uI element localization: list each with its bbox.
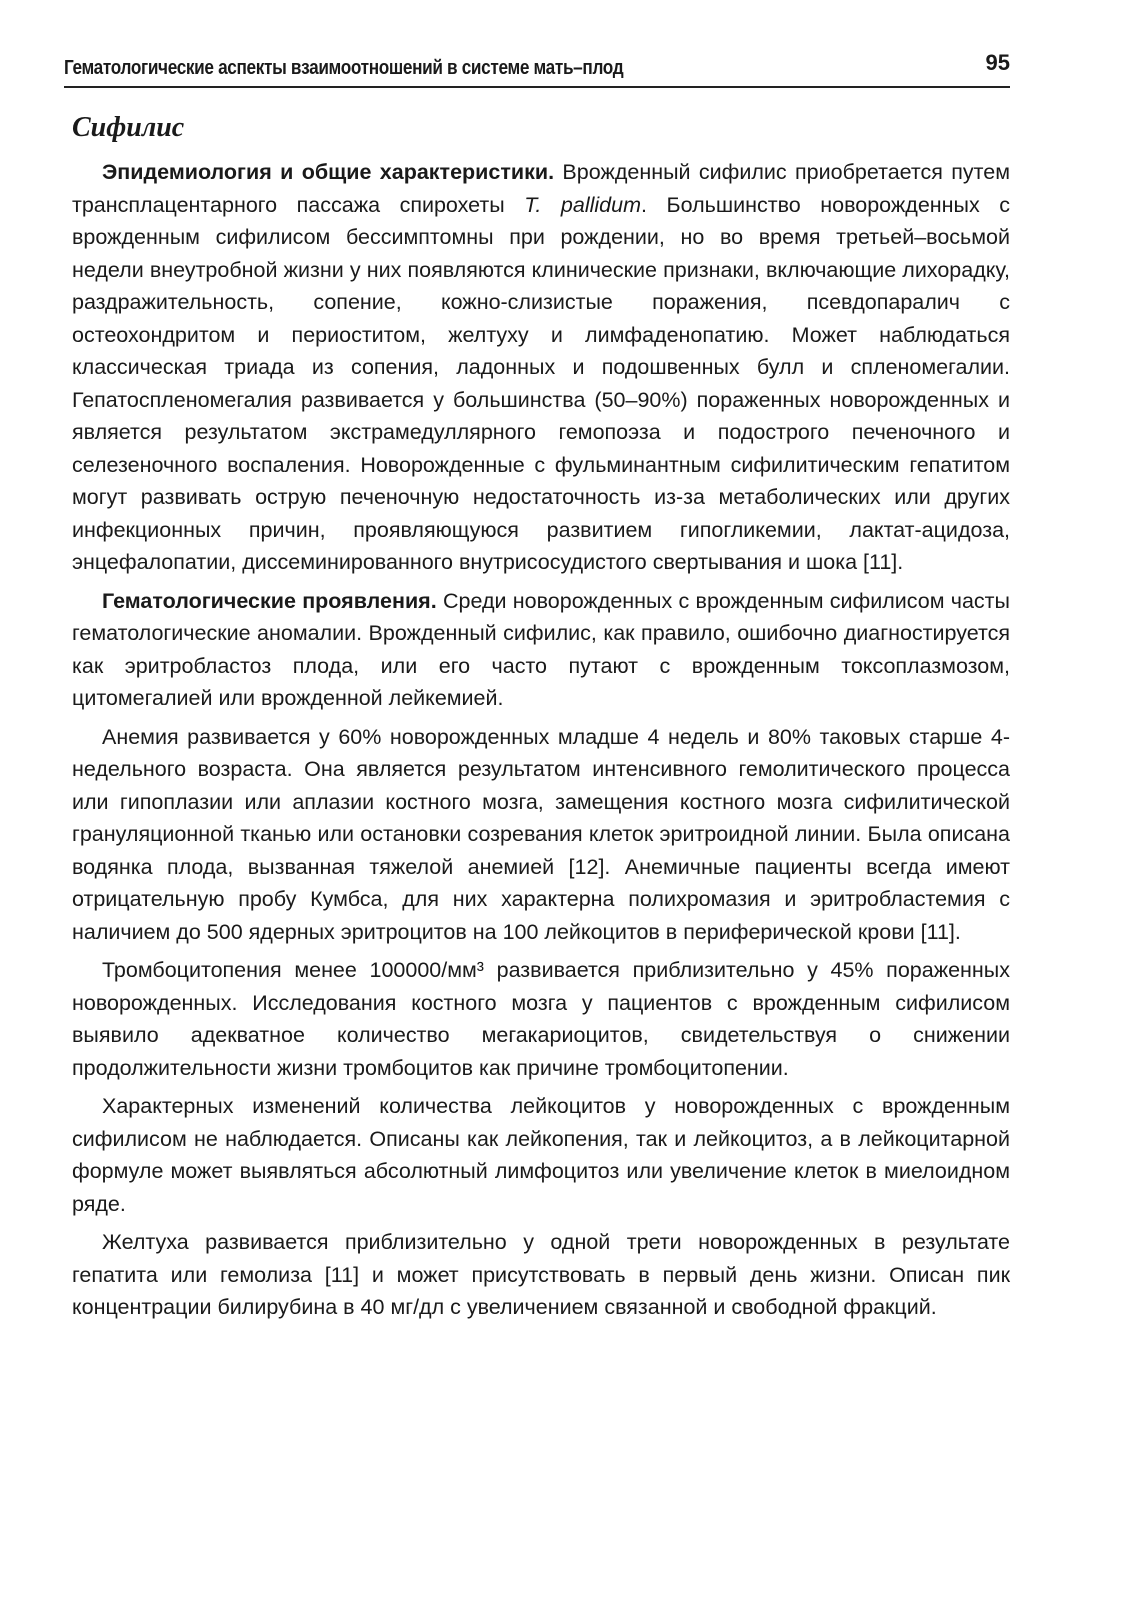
paragraph-leukocytes: Характерных изменений количества лейкоцитов у новорожденных с врожденным сифилисом не наблюдается. Описаны как лейкопения, так и лейкоцитоз, а в лейкоцитарной формуле может выявляться абсолютный лимфоцитоз или увеличение клеток в миелоидном ряде. (72, 1094, 1010, 1216)
paragraph-epidemiology (72, 156, 1010, 579)
species-name: T. pallidum (524, 192, 641, 217)
paragraph-anemia: Анемия развивается у 60% новорожденных младше 4 недель и 80% таковых старше 4-недельного возраста. Она является результатом интенсивного гемолитического процесса или гипоплазии или аплазии костного мозга, замещения костного мозга сифилитической грануляционной тканью или остановки созревания клеток эритроидной линии. Была описана водянка плода, вызванная тяжелой анемией [12]. Анемичные пациенты всегда имеют отрицательную пробу Кумбса, для них характерна полихромазия и эритробластемия с наличием до 500 ядерных эритроцитов на 100 лейкоцитов в периферической крови [11]. (72, 724, 1010, 944)
paragraph-hematologic (72, 585, 1010, 715)
paragraph-thrombocytopenia: Тромбоцитопения менее 100000/мм³ развивается приблизительно у 45% пораженных новорожденных. Исследования костного мозга у пациентов с врожденным сифилисом выявило адекватное количество мегакариоцитов, свидетельствуя о снижении продолжительности жизни тромбоцитов как причине тромбоцитопении. (72, 958, 1010, 1080)
section-title: Сифилис (72, 112, 185, 143)
page-content (72, 112, 1010, 1330)
paragraph-jaundice: Желтуха развивается приблизительно у одной трети новорожденных в результате гепатита или гемолиза [11] и может присутствовать в первый день жизни. Описан пик концентрации билирубина в 40 мг/дл с увеличением связанной и свободной фракций. (72, 1230, 1010, 1319)
page-number: 95 (985, 50, 1010, 75)
paragraph-lead: Гематологические проявления. (102, 588, 437, 613)
paragraph-lead: Эпидемиология и общие характеристики. (102, 160, 555, 184)
paragraph-text: Врожденный сифилис приобретается путем трансплацентарного пассажа спирохеты (72, 160, 1011, 217)
running-header (64, 46, 1010, 88)
paragraph-text: . Большинство новорожденных с врожденным сифилисом бессимптомны при рождении, но во время третьей–восьмой недели внеутробной жизни у них появляются клинические признаки, включающие лихорадку, раздражительность, сопение, кожно-слизистые поражения, псевдопаралич с остеохондритом и периоститом, желтуху и лимфаденопатию. Может наблюдаться классическая триада из сопения, ладонных и подошвенных булл и спленомегалии. Гепатоспленомегалия развивается у большинства (50–90%) пораженных новорожденных и является результатом экстрамедуллярного гемопоэза и подострого печеночного и селезеночного воспаления. Новорожденные с фульминантным сифилитическим гепатитом могут развивать острую печеночную недостаточность из-за метаболических или других инфекционных причин, проявляющуюся развитием гипогликемии, лактат-ацидоза, энцефалопатии, диссеминированного внутрисосудистого свертывания и шока [11]. (72, 192, 1011, 574)
paragraph-text: Среди новорожденных с врожденным сифилисом часты гематологические аномалии. Врожденный сифилис, как правило, ошибочно диагностируется как эритробластоз плода, или его часто путают с врожденным токсоплазмозом, цитомегалией или врожденной лейкемией. (72, 588, 1010, 710)
running-title: Гематологические аспекты взаимоотношений в системе мать–плод (64, 57, 624, 79)
